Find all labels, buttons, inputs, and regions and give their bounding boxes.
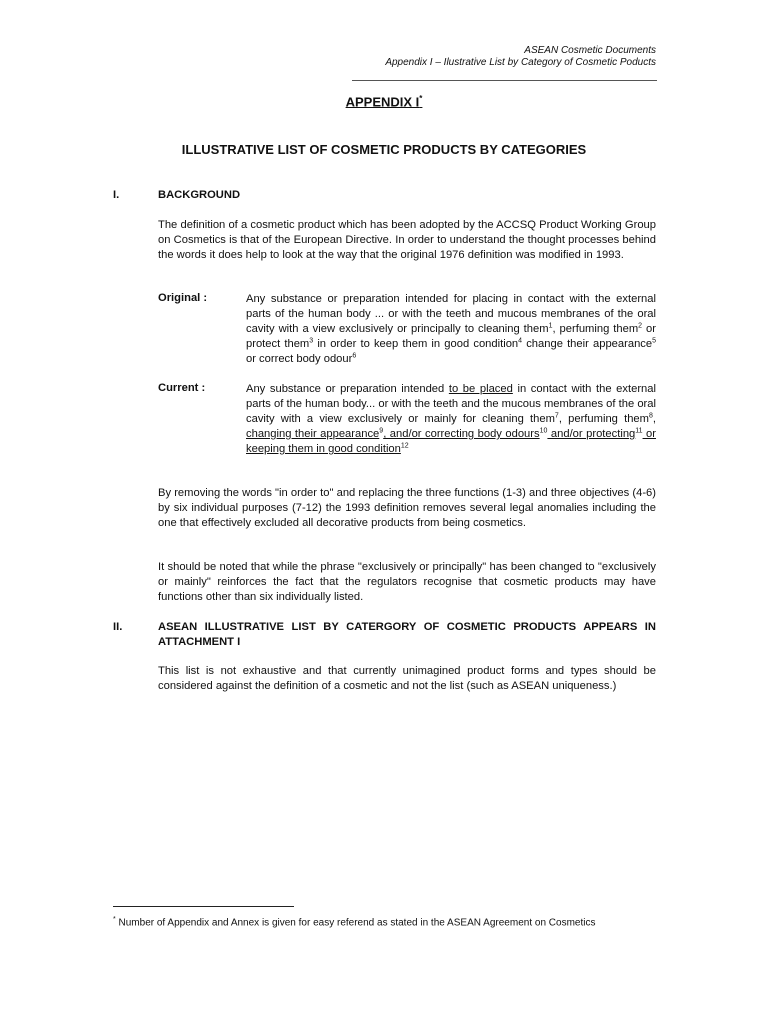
section-2-number: II. <box>113 621 123 633</box>
header-line-2: Appendix I – Ilustrative List by Category of Cosmetic Poducts <box>385 57 656 68</box>
header-line-1: ASEAN Cosmetic Documents <box>524 45 656 56</box>
original-label: Original : <box>158 292 208 304</box>
section-1-paragraph-2: By removing the words "in order to" and replacing the three functions (1-3) and three objectives (4-6) by six individual purposes (7-12) the 1993 definition removes several legal anomalies including the one that effectively excluded all decorative products from being cosmetics. <box>158 487 656 529</box>
section-1-intro: The definition of a cosmetic product which has been adopted by the ACCSQ Product Working Group on Cosmetics is that of the European Directive. In order to understand the thought processes behind the words it does help to look at the way that the original 1976 definition was modified in 1993. <box>158 219 656 261</box>
main-title: ILLUSTRATIVE LIST OF COSMETIC PRODUCTS BY CATEGORIES <box>181 142 587 157</box>
section-1-title: BACKGROUND <box>158 189 241 201</box>
footnote-mark: * <box>113 916 116 923</box>
original-definition: Any substance or preparation intended for placing in contact with the external parts of the human body ... or with the teeth and mucous membranes of the oral cavity with a view exclusively or principally to cleaning them$^1$, perfuming them$^2$ or protect them$^3$ in order to keep them in good condition$^4$ change their appearance$^5$ or correct body odour$^6$ <box>246 293 657 365</box>
section-1-paragraph-3: It should be noted that while the phrase "exclusively or principally" has been changed to "exclusively or mainly" reinforces the fact that the regulators recognise that cosmetic products may have functions other than six individually listed. <box>158 561 656 603</box>
section-1-number: I. <box>113 189 120 201</box>
section-2-paragraph: This list is not exhaustive and that currently unimagined product forms and types should be considered against the definition of a cosmetic and not the list (such as ASEAN uniqueness.) <box>158 665 656 692</box>
footnote-text: Number of Appendix and Annex is given for easy referend as stated in the ASEAN Agreement on Cosmetics <box>118 917 596 929</box>
running-header <box>385 45 656 69</box>
current-definition: Any substance or preparation intended to be placed in contact with the external parts of the human body... or with the teeth and the mucous membranes of the oral cavity with a view exclusively or mainly for cleaning them$^7$, perfuming them$^8$, changing their appearance$^9$, and/or correcting body odours$^{10}$ and/or protecting$^{11}$ or keeping them in good condition$^{12}$ <box>246 383 656 455</box>
appendix-footnote-mark: * <box>419 94 423 103</box>
header-rule <box>352 80 657 81</box>
section-2-title: ASEAN ILLUSTRATIVE LIST BY CATERGORY OF COSMETIC PRODUCTS APPEARS IN ATTACHMENT I <box>158 621 656 648</box>
appendix-title: APPENDIX I* <box>345 94 423 110</box>
footnote-rule <box>113 906 294 907</box>
current-label: Current : <box>158 382 206 394</box>
footnote <box>113 916 595 928</box>
